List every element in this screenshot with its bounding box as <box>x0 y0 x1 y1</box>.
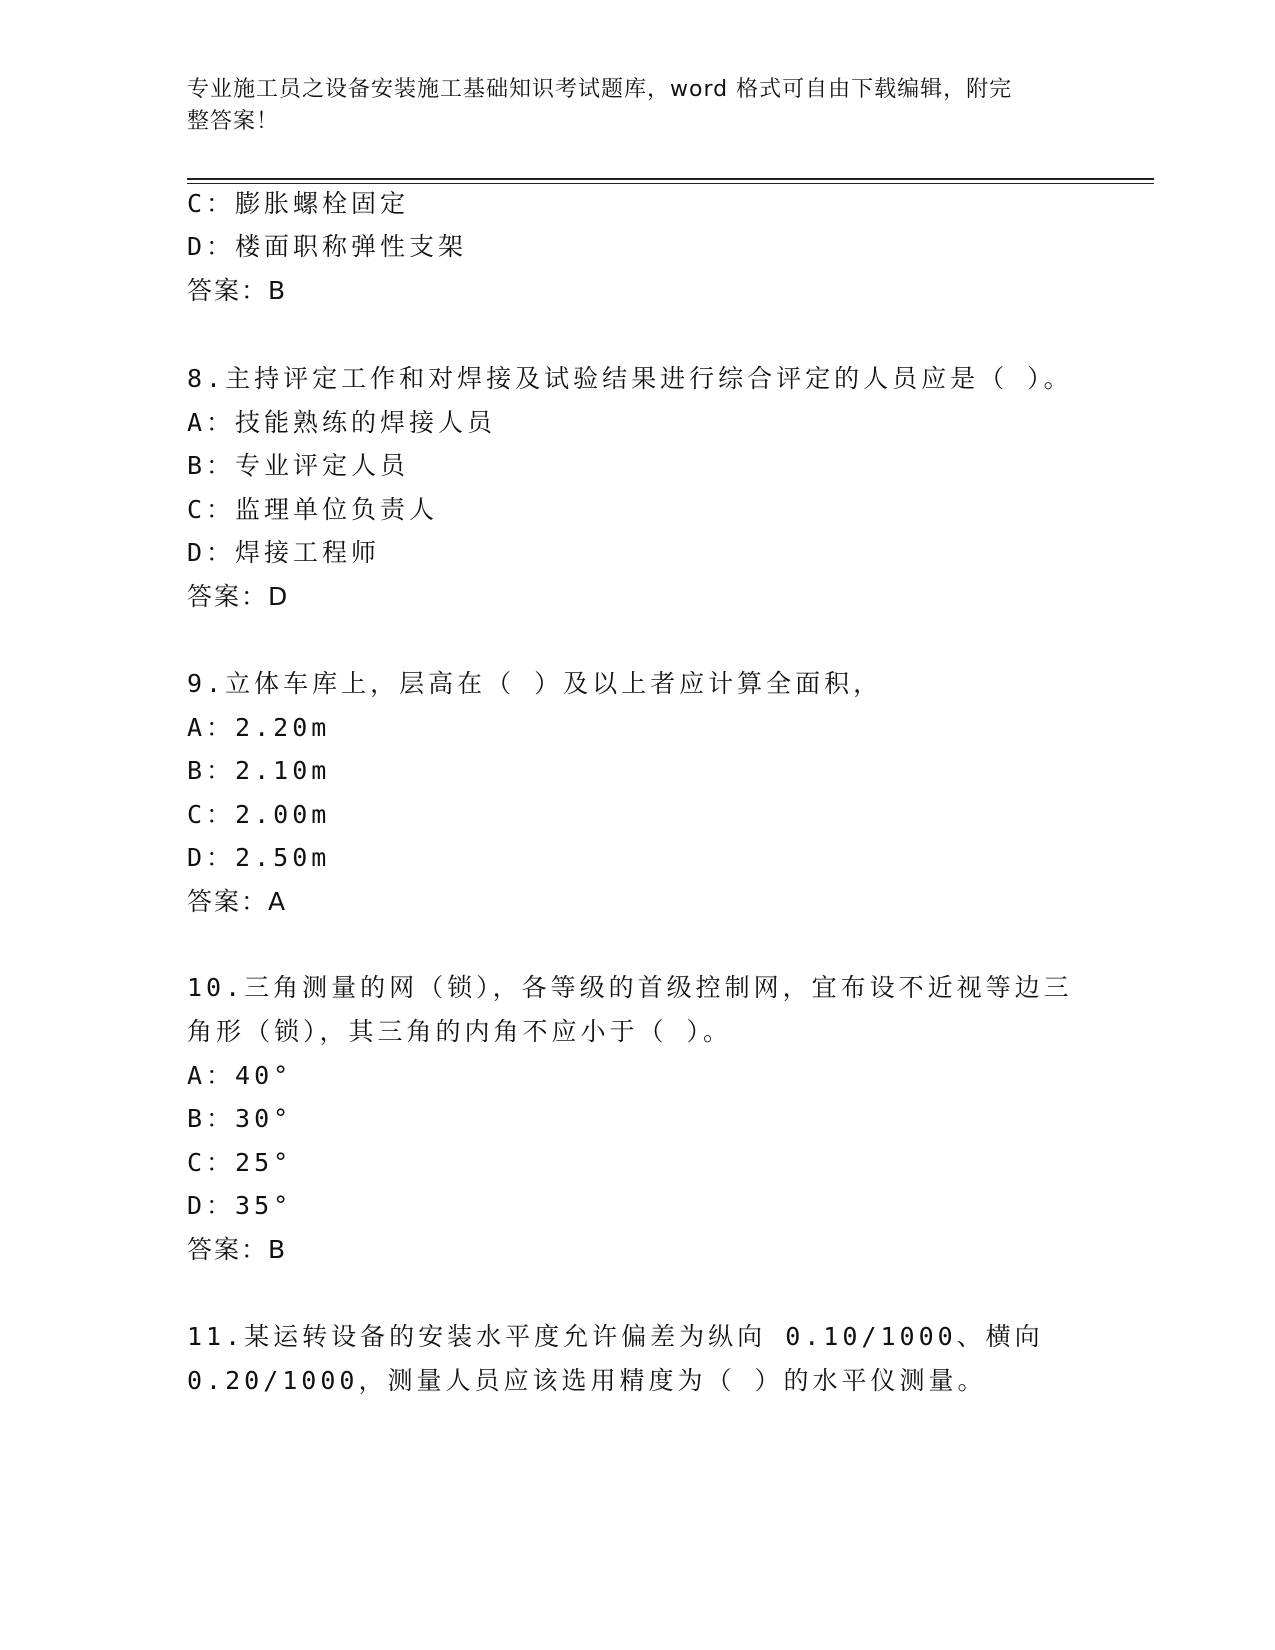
option-d: D：楼面职称弹性支架 <box>187 232 468 261</box>
option-b: B：30° <box>187 1104 293 1133</box>
question-stem: 9.立体车库上，层高在（ ）及以上者应计算全面积， <box>187 669 883 698</box>
option-a: A：2.20m <box>187 713 331 742</box>
answer-line: 答案：B <box>187 1235 288 1264</box>
answer-line: 答案：D <box>187 582 290 611</box>
question-stem-line-1: 10.三角测量的网（锁），各等级的首级控制网，宜布设不近视等边三 <box>187 973 1073 1002</box>
option-b: B：2.10m <box>187 756 331 785</box>
option-d: D：2.50m <box>187 843 331 872</box>
option-b: B：专业评定人员 <box>187 451 410 480</box>
answer-line: 答案：B <box>187 276 288 305</box>
question-stem-line-1: 11.某运转设备的安装水平度允许偏差为纵向 0.10/1000、横向 <box>187 1322 1044 1351</box>
option-a: A：40° <box>187 1061 293 1090</box>
option-c: C：膨胀螺栓固定 <box>187 189 410 218</box>
option-c: C：监理单位负责人 <box>187 495 439 524</box>
option-c: C：25° <box>187 1148 293 1177</box>
header-line-1: 专业施工员之设备安装施工基础知识考试题库，word 格式可自由下载编辑，附完 <box>187 77 1013 102</box>
question-stem: 8.主持评定工作和对焊接及试验结果进行综合评定的人员应是（ ）。 <box>187 364 1073 393</box>
question-stem-line-2: 0.20/1000，测量人员应该选用精度为（ ）的水平仪测量。 <box>187 1366 987 1395</box>
question-stem-line-2: 角形（锁），其三角的内角不应小于（ ）。 <box>187 1017 733 1046</box>
header-title <box>187 74 1067 138</box>
option-d: D：焊接工程师 <box>187 538 381 567</box>
header-divider-thick <box>187 178 1154 180</box>
option-a: A：技能熟练的焊接人员 <box>187 408 497 437</box>
option-d: D：35° <box>187 1191 293 1220</box>
header-line-2: 整答案！ <box>187 109 280 134</box>
option-c: C：2.00m <box>187 800 331 829</box>
answer-line: 答案：A <box>187 887 288 916</box>
header-divider-thin <box>187 183 1154 184</box>
